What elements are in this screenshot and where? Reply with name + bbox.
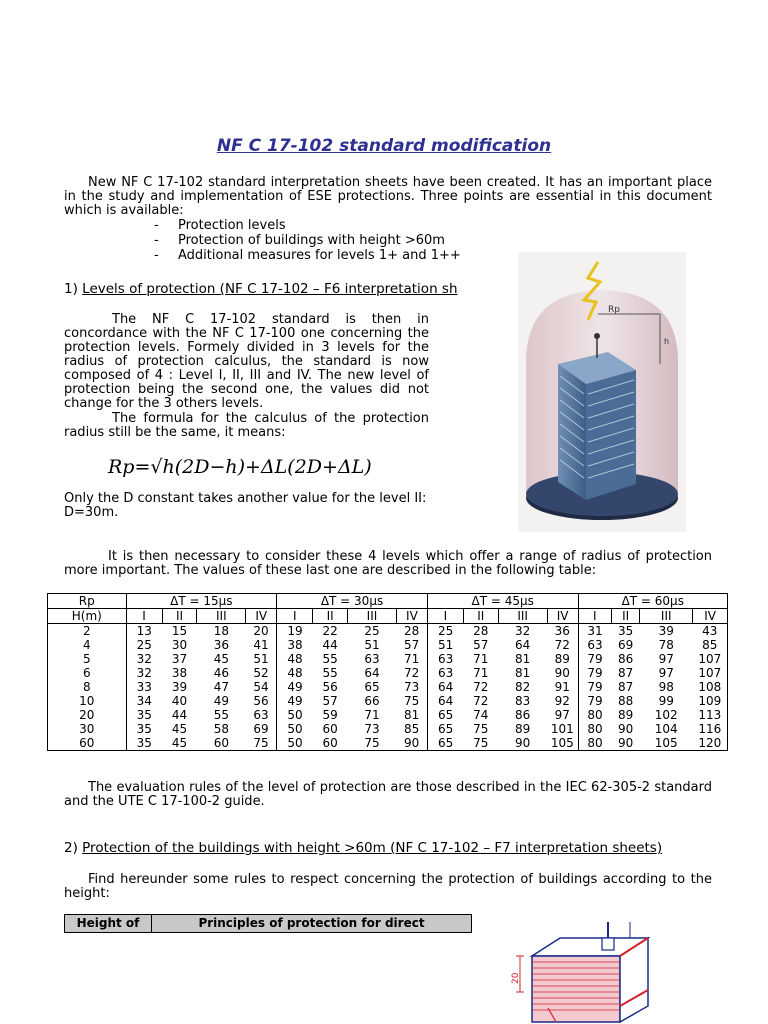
- intro-paragraph: New NF C 17-102 standard interpretation sheets have been created. It has an important place in the study and implementation of ESE protections. Three points are essential in this document which is available:: [64, 175, 712, 218]
- list-item: - Protection levels: [154, 218, 286, 233]
- table-cell: 65: [437, 708, 454, 722]
- table-cell: 49: [213, 694, 229, 708]
- table-cell: 60: [197, 736, 246, 751]
- section1-paragraph-2: The formula for the calculus of the protection radius still be the same, it means:: [64, 411, 429, 440]
- table-cell: 72: [473, 694, 489, 708]
- level-header: I: [578, 609, 611, 624]
- table-row: [48, 652, 728, 666]
- table-cell: 75: [246, 736, 277, 751]
- level-header: I: [427, 609, 463, 624]
- table-cell: 33: [136, 680, 152, 694]
- table-cell: 39: [171, 680, 188, 694]
- table-cell: 99: [658, 694, 674, 708]
- level-header: II: [463, 609, 498, 624]
- table-cell: 97: [547, 708, 578, 722]
- table-cell: 90: [612, 736, 640, 751]
- table-cell: 34: [136, 694, 152, 708]
- table-cell: 75: [348, 736, 397, 751]
- table-cell: 98: [658, 680, 674, 694]
- table-cell: 63: [364, 652, 380, 666]
- table-cell: 50: [287, 722, 303, 736]
- section1-paragraph-3: Only the D constant takes another value for the level II: D=30m.: [64, 491, 427, 520]
- table-row: [48, 736, 728, 751]
- table-cell: 81: [515, 652, 531, 666]
- table-cell: 36: [547, 624, 578, 639]
- table-cell: 79: [587, 694, 603, 708]
- section2-paragraph: Find hereunder some rules to respect concerning the protection of buildings according to the height:: [64, 872, 712, 901]
- table-cell: 37: [171, 652, 188, 666]
- table-cell: 108: [693, 680, 728, 694]
- table-cell: 31: [587, 624, 603, 638]
- list-item: - Additional measures for levels 1+ and 1++: [154, 248, 461, 263]
- table-cell: 35: [136, 722, 152, 736]
- table-cell: 52: [246, 666, 277, 680]
- table-cell: 107: [693, 652, 728, 666]
- table-row: [48, 722, 728, 736]
- table-height-cell: 6: [48, 666, 127, 680]
- figure-label-20: 20: [511, 972, 521, 984]
- figure-label-rp: Rp: [608, 305, 620, 315]
- table-cell: 57: [396, 638, 427, 652]
- table-cell: 73: [364, 722, 380, 736]
- table-cell: 35: [618, 624, 634, 638]
- table-cell: 55: [213, 708, 229, 722]
- height-column-header: Height of: [65, 915, 152, 932]
- table-height-cell: 20: [48, 708, 127, 722]
- table-cell: 25: [437, 624, 454, 638]
- table-cell: 80: [587, 722, 603, 736]
- table-cell: 69: [246, 722, 277, 736]
- table-cell: 81: [396, 708, 427, 722]
- table-cell: 73: [396, 680, 427, 694]
- table-header-row: [48, 594, 728, 609]
- table-cell: 38: [171, 666, 188, 680]
- table-group-header: ΔT = 60μs: [578, 594, 727, 609]
- table-cell: 48: [287, 652, 303, 666]
- height-rules-table-header: [64, 914, 472, 933]
- table-cell: 65: [427, 736, 463, 751]
- table-cell: 63: [437, 652, 454, 666]
- table-cell: 89: [618, 708, 634, 722]
- level-header: IV: [547, 609, 578, 624]
- table-cell: 89: [547, 652, 578, 666]
- table-cell: 74: [473, 708, 489, 722]
- table-group-header: ΔT = 15μs: [126, 594, 277, 609]
- list-item: - Protection of buildings with height >60m: [154, 233, 445, 248]
- section1-paragraph-1: The NF C 17-102 standard is then in concordance with the NF C 17-100 one concerning the protection levels. Formely divided in 3 levels for the radius of protection calculus, the standard is now composed of 4 : Level I, II, III and IV. The new level of protection being the second one, the values did not change for the 3 others levels.: [64, 312, 429, 411]
- table-cell: 82: [515, 680, 531, 694]
- table-cell: 63: [587, 638, 603, 652]
- table-cell: 80: [578, 736, 611, 751]
- table-cell: 81: [515, 666, 531, 680]
- table-cell: 45: [162, 736, 197, 751]
- level-header: I: [126, 609, 162, 624]
- table-cell: 60: [322, 722, 338, 736]
- table-cell: 97: [658, 666, 674, 680]
- table-cell: 57: [473, 638, 489, 652]
- table-cell: 51: [246, 652, 277, 666]
- table-height-cell: 30: [48, 722, 127, 736]
- table-cell: 51: [437, 638, 454, 652]
- table-cell: 64: [364, 666, 380, 680]
- table-row: [48, 624, 728, 639]
- table-row: [48, 680, 728, 694]
- table-cell: 79: [587, 666, 603, 680]
- table-cell: 18: [213, 624, 229, 638]
- table-row: [48, 638, 728, 652]
- table-cell: 56: [322, 680, 338, 694]
- table-cell: 44: [322, 638, 338, 652]
- after-table-paragraph: The evaluation rules of the level of protection are those described in the IEC 62-305-2 standard and the UTE C 17-100-2 guide.: [64, 780, 712, 809]
- table-cell: 36: [213, 638, 229, 652]
- table-cell: 116: [693, 722, 728, 736]
- level-header: III: [498, 609, 547, 624]
- table-cell: 85: [693, 638, 728, 652]
- table-cell: 79: [587, 652, 603, 666]
- table-cell: 49: [287, 694, 303, 708]
- table-cell: 40: [171, 694, 188, 708]
- table-cell: 57: [322, 694, 338, 708]
- table-cell: 35: [136, 708, 152, 722]
- table-cell: 75: [463, 736, 498, 751]
- table-cell: 63: [246, 708, 277, 722]
- table-cell: 28: [473, 624, 489, 638]
- level-header: II: [162, 609, 197, 624]
- table-cell: 65: [437, 722, 454, 736]
- level-header: IV: [693, 609, 728, 624]
- table-height-cell: 10: [48, 694, 127, 708]
- table-cell: 72: [547, 638, 578, 652]
- table-cell: 104: [654, 722, 678, 736]
- table-cell: 13: [136, 624, 152, 638]
- table-cell: 25: [136, 638, 152, 652]
- table-cell: 55: [322, 652, 338, 666]
- table-cell: 25: [364, 624, 380, 638]
- table-cell: 32: [136, 652, 152, 666]
- table-cell: 91: [547, 680, 578, 694]
- table-cell: 83: [515, 694, 531, 708]
- table-height-cell: 4: [48, 638, 127, 652]
- table-cell: 89: [515, 722, 531, 736]
- table-cell: 72: [473, 680, 489, 694]
- table-cell: 71: [473, 652, 489, 666]
- level-header: III: [348, 609, 397, 624]
- building-protection-figure: [518, 252, 686, 532]
- table-cell: 64: [437, 680, 454, 694]
- table-cell: 71: [396, 652, 427, 666]
- table-cell: 32: [136, 666, 152, 680]
- table-cell: 79: [587, 680, 603, 694]
- table-cell: 107: [693, 666, 728, 680]
- table-level-row: [48, 609, 728, 624]
- table-cell: 90: [396, 736, 427, 751]
- table-cell: 78: [658, 638, 674, 652]
- table-cell: 48: [287, 666, 303, 680]
- table-cell: 47: [213, 680, 229, 694]
- table-cell: 87: [618, 666, 634, 680]
- table-cell: 55: [322, 666, 338, 680]
- level-header: IV: [396, 609, 427, 624]
- table-cell: 90: [498, 736, 547, 751]
- table-cell: 30: [171, 638, 188, 652]
- table-row: [48, 666, 728, 680]
- page-title: NF C 17-102 standard modification: [216, 136, 552, 156]
- table-row: [48, 694, 728, 708]
- table-cell: 59: [322, 708, 338, 722]
- table-cell: 51: [364, 638, 380, 652]
- level-header: II: [612, 609, 640, 624]
- table-cell: 63: [437, 666, 454, 680]
- table-height-cell: 60: [48, 736, 127, 751]
- table-cell: 97: [658, 652, 674, 666]
- tall-building-figure: [498, 918, 666, 1024]
- table-height-cell: 8: [48, 680, 127, 694]
- protection-radius-formula: Rp=√h(2D−h)+ΔL(2D+ΔL): [108, 456, 372, 478]
- table-cell: 90: [618, 722, 634, 736]
- esc-device: [602, 938, 614, 950]
- table-cell: 80: [587, 708, 603, 722]
- table-cell: 60: [313, 736, 348, 751]
- table-corner-bottom: H(m): [48, 609, 127, 624]
- table-cell: 69: [618, 638, 634, 652]
- section1-paragraph-4: It is then necessary to consider these 4 levels which offer a range of radius of protection more important. The values of these last one are described in the following table:: [64, 549, 712, 578]
- table-cell: 75: [473, 722, 489, 736]
- table-cell: 43: [693, 624, 728, 639]
- figure-label-h: h: [664, 337, 670, 346]
- table-cell: 32: [515, 624, 531, 638]
- table-cell: 92: [547, 694, 578, 708]
- level-header: III: [640, 609, 693, 624]
- table-cell: 90: [547, 666, 578, 680]
- table-cell: 86: [515, 708, 531, 722]
- level-header: IV: [246, 609, 277, 624]
- table-cell: 50: [277, 736, 313, 751]
- table-cell: 86: [618, 652, 634, 666]
- table-cell: 113: [693, 708, 728, 722]
- table-height-cell: 2: [48, 624, 127, 639]
- table-cell: 105: [640, 736, 693, 751]
- table-cell: 54: [246, 680, 277, 694]
- table-cell: 39: [658, 624, 674, 638]
- table-cell: 28: [396, 624, 427, 639]
- table-cell: 50: [287, 708, 303, 722]
- table-cell: 102: [654, 708, 678, 722]
- table-cell: 35: [126, 736, 162, 751]
- table-cell: 22: [322, 624, 338, 638]
- table-cell: 64: [437, 694, 454, 708]
- table-cell: 45: [171, 722, 188, 736]
- table-corner-top: Rp: [48, 594, 127, 609]
- principles-column-header: Principles of protection for direct: [198, 916, 425, 930]
- table-cell: 45: [213, 652, 229, 666]
- table-cell: 109: [693, 694, 728, 708]
- level-header: II: [313, 609, 348, 624]
- level-header: III: [197, 609, 246, 624]
- section1-heading: 1) Levels of protection (NF C 17-102 – F6 interpretation sh: [64, 281, 458, 297]
- table-cell: 88: [618, 694, 634, 708]
- protection-levels-table: [47, 593, 728, 751]
- table-height-cell: 5: [48, 652, 127, 666]
- table-cell: 20: [246, 624, 277, 639]
- table-group-header: ΔT = 30μs: [277, 594, 428, 609]
- table-cell: 101: [547, 722, 578, 736]
- table-cell: 65: [364, 680, 380, 694]
- table-cell: 56: [246, 694, 277, 708]
- table-cell: 19: [287, 624, 303, 638]
- table-cell: 38: [287, 638, 303, 652]
- table-cell: 87: [618, 680, 634, 694]
- table-cell: 66: [364, 694, 380, 708]
- section2-heading: 2) Protection of the buildings with height >60m (NF C 17-102 – F7 interpretation sheets): [64, 840, 663, 856]
- table-group-header: ΔT = 45μs: [427, 594, 578, 609]
- table-cell: 64: [515, 638, 531, 652]
- table-cell: 71: [473, 666, 489, 680]
- table-cell: 85: [396, 722, 427, 736]
- table-cell: 46: [213, 666, 229, 680]
- table-cell: 75: [396, 694, 427, 708]
- table-cell: 105: [547, 736, 578, 751]
- table-cell: 58: [213, 722, 229, 736]
- table-cell: 44: [171, 708, 188, 722]
- table-cell: 41: [246, 638, 277, 652]
- table-cell: 120: [693, 736, 728, 751]
- table-cell: 15: [171, 624, 188, 638]
- table-cell: 49: [287, 680, 303, 694]
- table-cell: 72: [396, 666, 427, 680]
- level-header: I: [277, 609, 313, 624]
- table-cell: 71: [364, 708, 380, 722]
- table-row: [48, 708, 728, 722]
